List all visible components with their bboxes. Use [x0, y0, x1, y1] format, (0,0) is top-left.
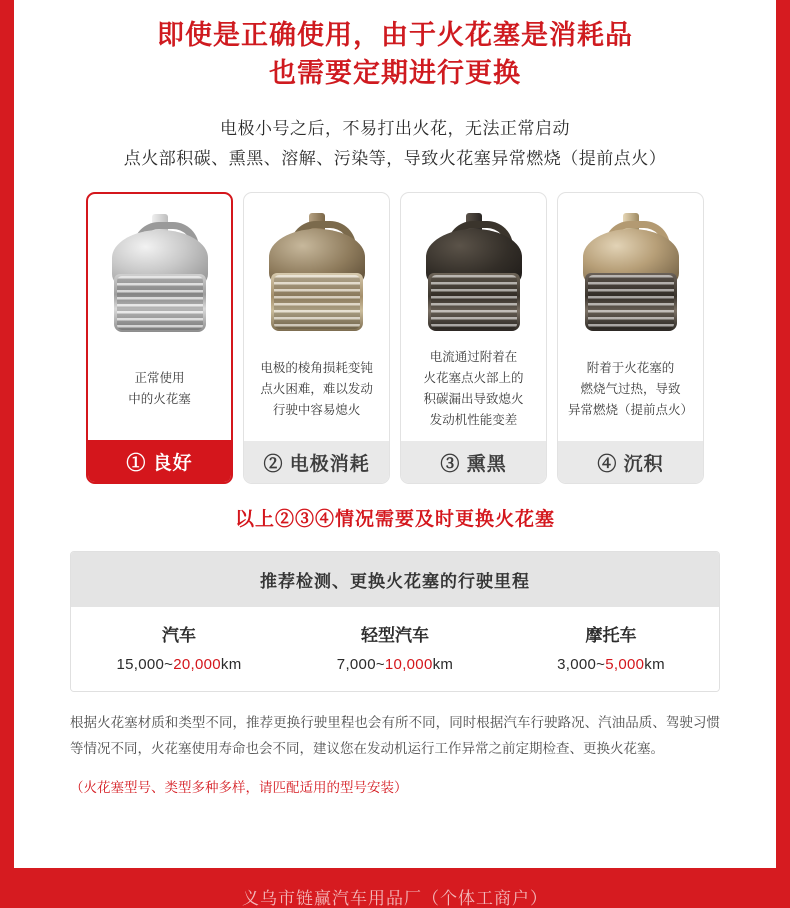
mileage-value-car-suffix: km	[220, 656, 242, 673]
card-image-good	[88, 194, 231, 344]
mileage-value-car-highlight: 20,000	[173, 656, 221, 673]
mileage-title-motorcycle: 摩托车	[585, 626, 637, 645]
card-description-sooty: 电流通过附着在 火花塞点火部上的 积碳漏出导致熄火 发动机性能变差	[423, 350, 524, 427]
subdescription	[28, 114, 762, 174]
card-image-sooty	[401, 193, 546, 343]
spark-plug-worn-icon	[262, 207, 372, 335]
condition-card-worn[interactable]	[243, 192, 390, 484]
mileage-value-light-car-suffix: km	[432, 656, 454, 673]
card-label-worn: ② 电极消耗	[244, 441, 389, 483]
mileage-value-motorcycle-highlight: 5,000	[605, 656, 645, 673]
page-content	[28, 0, 762, 908]
subdescription-line-1: 电极小号之后，不易打出火花，无法正常启动	[220, 119, 570, 138]
page-title-line-1: 即使是正确使用，由于火花塞是消耗品	[157, 20, 633, 50]
mileage-column-motorcycle	[503, 621, 719, 673]
footnote-text: 根据火花塞材质和类型不同，推荐更换行驶里程也会有所不同，同时根据汽车行驶路况、汽油品质、驾驶习惯等情况不同，火花塞使用寿命也会不同，建议您在发动机运行工作异常之前定期检查、更换火花塞。	[70, 715, 720, 756]
mileage-value-light-car-prefix: 7,000~	[336, 656, 385, 673]
spark-plug-sooty-icon	[419, 207, 529, 335]
subdescription-line-2: 点火部积碳、熏黑、溶解、污染等，导致火花塞异常燃烧（提前点火）	[123, 149, 667, 168]
mileage-value-motorcycle-prefix: 3,000~	[557, 656, 606, 673]
mileage-value-motorcycle-suffix: km	[644, 656, 665, 673]
mileage-value-light-car-highlight: 10,000	[384, 656, 433, 673]
card-image-worn	[244, 193, 389, 343]
mileage-value-car-prefix: 15,000~	[116, 656, 174, 673]
company-name: 义乌市链赢汽车用品厂（个体工商户）	[242, 888, 548, 908]
mileage-title-car: 汽车	[162, 626, 196, 645]
mileage-value-motorcycle	[503, 656, 719, 673]
condition-card-list	[28, 192, 762, 484]
mileage-table-body	[71, 607, 719, 691]
replacement-warning: 以上②③④情况需要及时更换火花塞	[234, 509, 555, 530]
card-description-deposit: 附着于火花塞的 燃烧气过热，导致 异常燃烧（提前点火）	[568, 360, 694, 417]
card-image-deposit	[558, 193, 703, 343]
card-label-sooty: ③ 熏黑	[401, 441, 546, 483]
mileage-title-light-car: 轻型汽车	[361, 626, 429, 645]
condition-card-good[interactable]	[86, 192, 233, 484]
condition-card-deposit[interactable]	[557, 192, 704, 484]
mileage-column-light-car	[287, 621, 503, 673]
card-label-deposit: ④ 沉积	[558, 441, 703, 483]
card-label-good: ① 良好	[88, 440, 231, 482]
spark-plug-good-icon	[105, 208, 215, 336]
condition-card-sooty[interactable]	[400, 192, 547, 484]
spark-plug-deposit-icon	[576, 207, 686, 335]
mileage-column-car	[71, 621, 287, 673]
page-title	[28, 0, 762, 92]
footnote-red-text: （火花塞型号、类型多种多样，请匹配适用的型号安装）	[70, 780, 408, 795]
mileage-table-header: 推荐检测、更换火花塞的行驶里程	[71, 552, 719, 607]
page-title-line-2: 也需要定期进行更换	[269, 58, 521, 88]
bottom-company-bar	[14, 868, 776, 908]
card-description-good: 正常使用 中的火花塞	[128, 371, 191, 406]
card-description-worn: 电极的棱角损耗变钝 点火困难，难以发动 行驶中容易熄火	[260, 360, 373, 417]
mileage-value-car	[71, 656, 287, 673]
mileage-value-light-car	[287, 656, 503, 673]
mileage-table	[70, 551, 720, 692]
